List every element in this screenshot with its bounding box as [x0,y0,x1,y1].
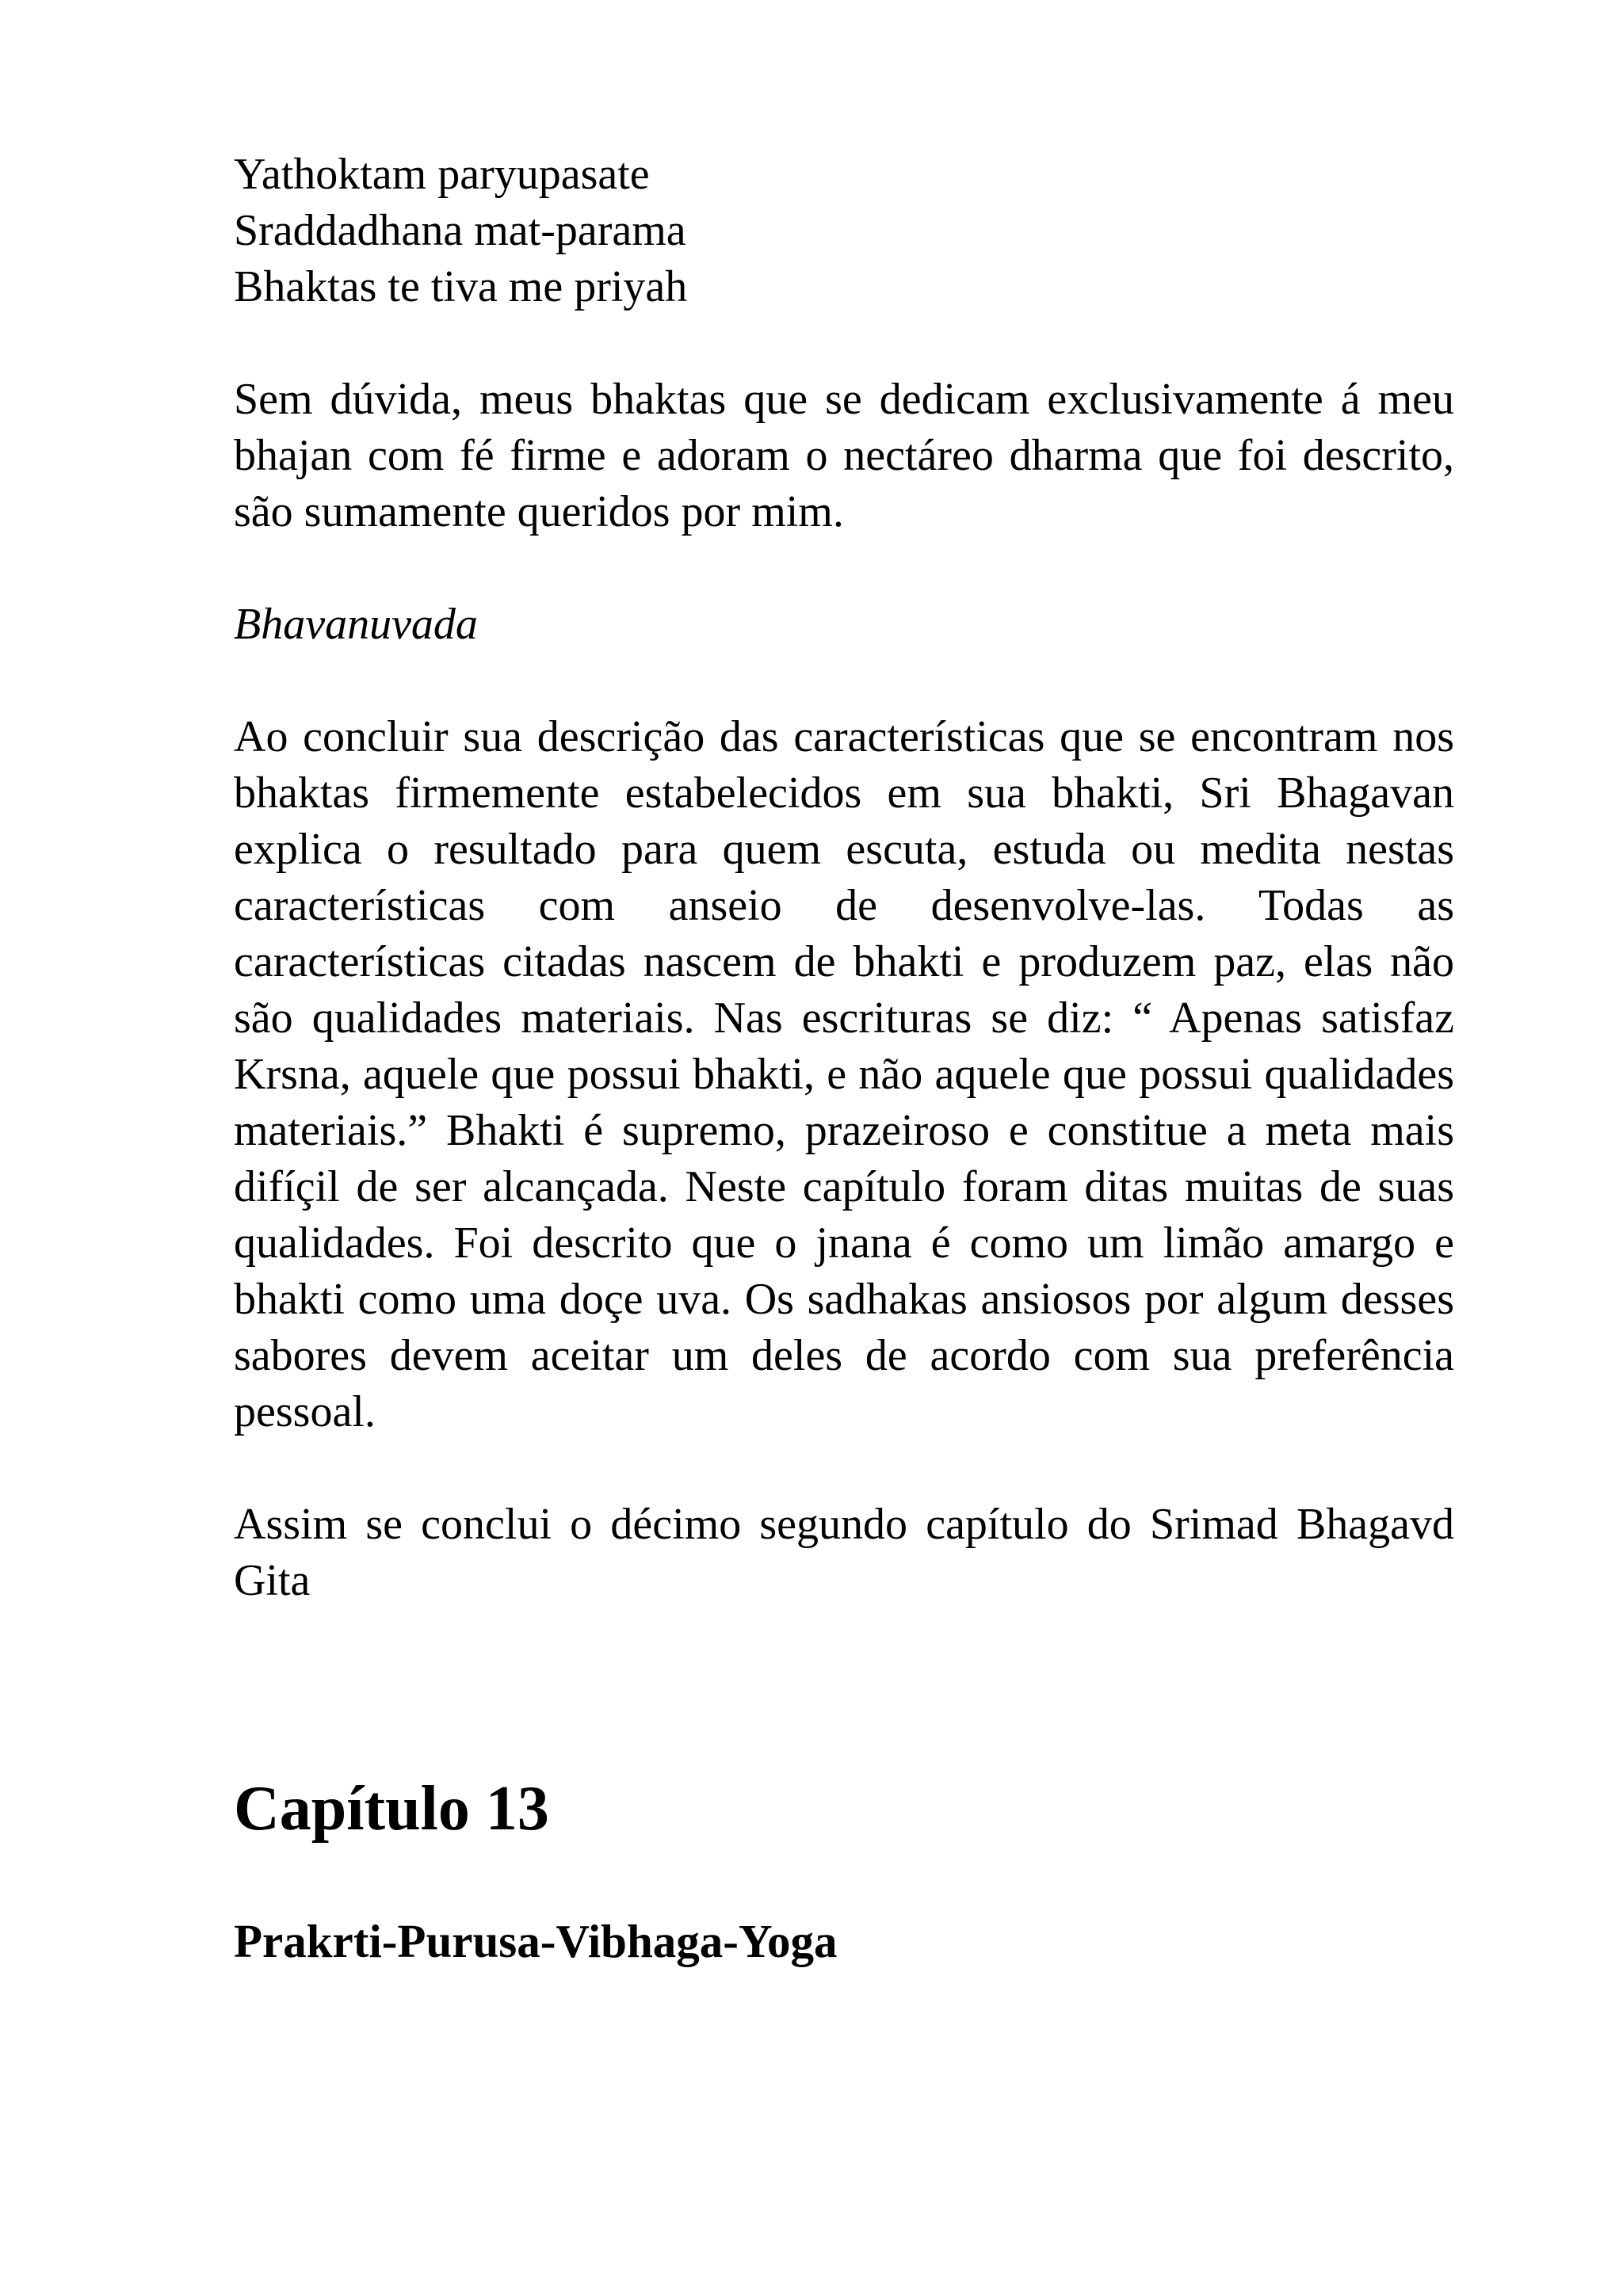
commentary-heading: Bhavanuvada [234,600,478,649]
verse-line: Yathoktam paryupasate [234,150,650,199]
spacer [234,653,1454,709]
sanskrit-verse [234,147,1454,315]
verse-line: Bhaktas te tiva me priyah [234,262,688,311]
verse-line: Sraddadhana mat-parama [234,206,686,255]
document-page [234,147,1454,1970]
spacer [234,1609,1454,1769]
chapter-title: Capítulo 13 [234,1774,549,1844]
closing-paragraph: Assim se conclui o décimo segundo capítulo do Srimad Bhagavd Gita [234,1500,1454,1605]
spacer [234,1848,1454,1913]
commentary-paragraph: Ao concluir sua descrição das características que se encontram nos bhaktas firmemente estabelecidos em sua bhakti, Sri Bhagavan explica o resultado para quem escuta, estuda ou medita nestas características com anseio de desenvolve-las. Todas as características citadas nascem de bhakti e produzem paz, elas não são qualidades materiais. Nas escrituras se diz: “ Apenas satisfaz Krsna, aquele que possui bhakti, e não aquele que possui qualidades materiais.” Bhakti é supremo, prazeiroso e constitue a meta mais difíçil de ser alcançada. Neste capítulo foram ditas muitas de suas qualidades. Foi descrito que o jnana é como um limão amargo e bhakti como uma doçe uva. Os sadhakas ansiosos por algum desses sabores devem aceitar um deles de acordo com sua preferência pessoal. [234,712,1454,1436]
spacer [234,540,1454,597]
spacer [234,1440,1454,1497]
chapter-subtitle: Prakrti-Purusa-Vibhaga-Yoga [234,1915,838,1967]
spacer [234,315,1454,372]
translation-paragraph: Sem dúvida, meus bhaktas que se dedicam exclusivamente á meu bhajan com fé firme e adoram o nectáreo dharma que foi descrito, são sumamente queridos por mim. [234,375,1454,536]
